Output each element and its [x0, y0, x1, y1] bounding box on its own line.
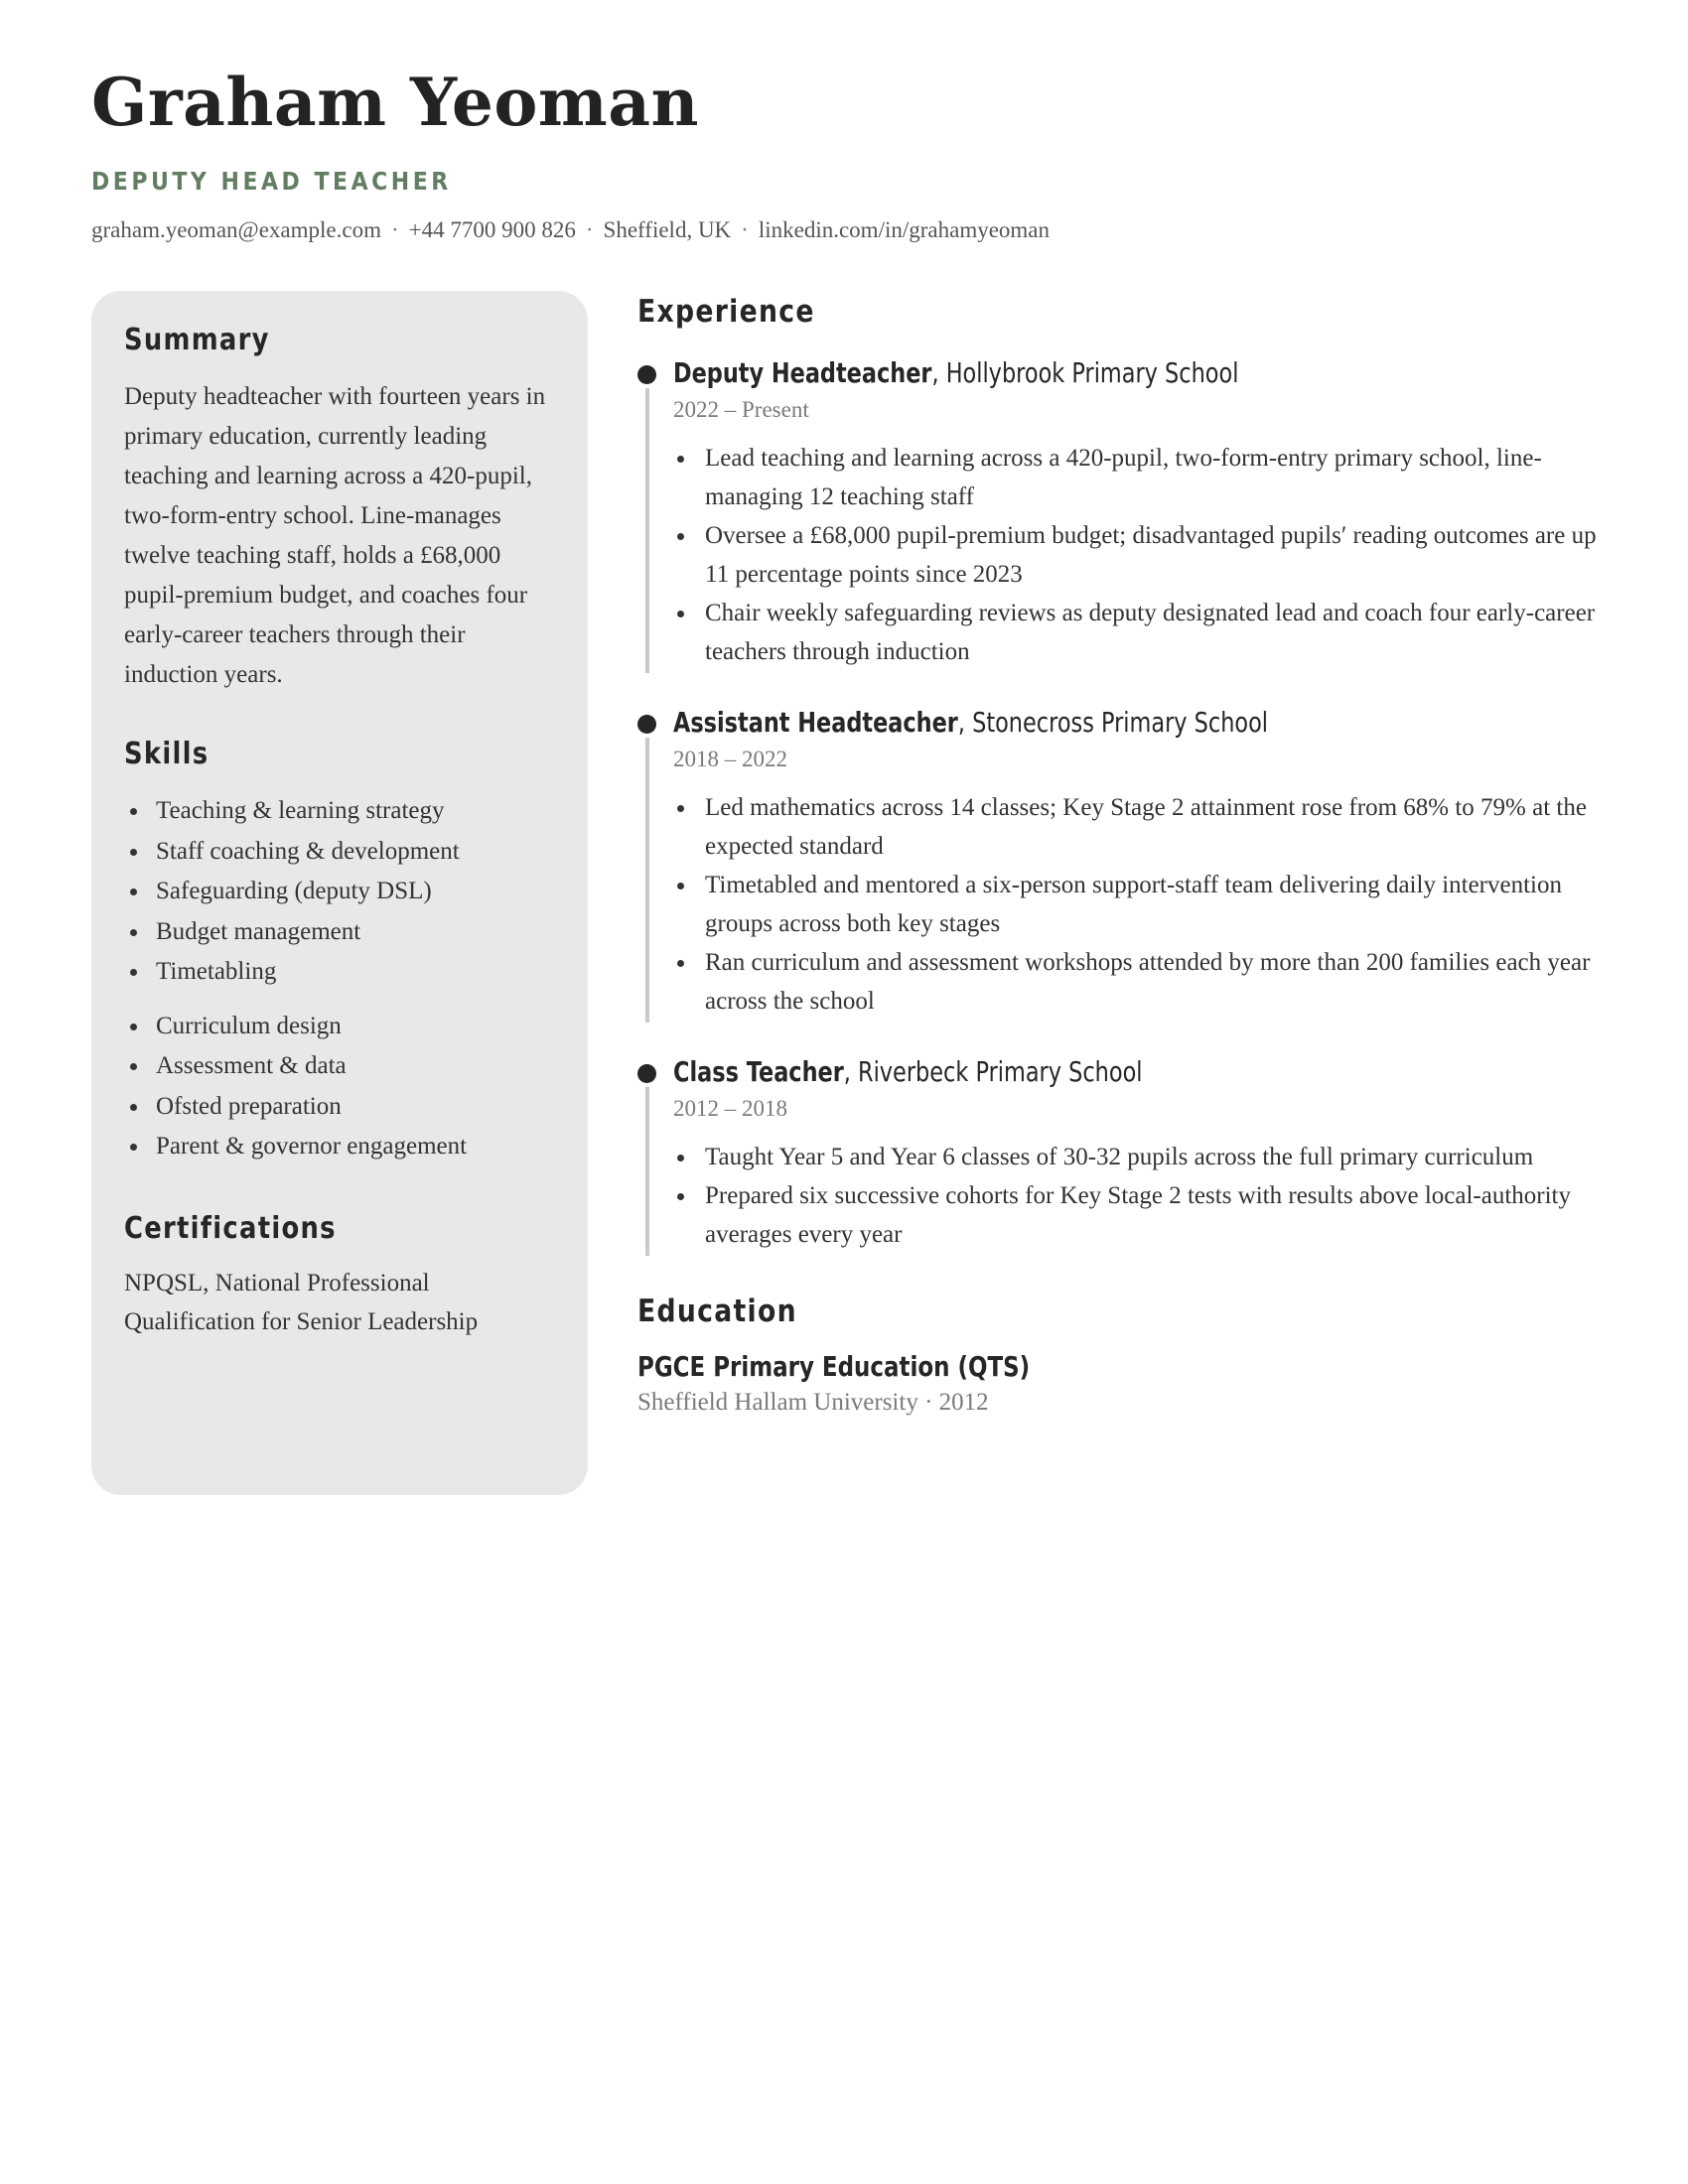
education-meta: Sheffield Hallam University · 2012 [637, 1389, 989, 1416]
timeline-dot [637, 1064, 656, 1083]
job-bullets [673, 439, 1611, 671]
certification-text: NPQSL, National Professional Qualification for Senior Leadership [124, 1269, 479, 1335]
job-bullet: Timetabled and mentored a six-person support-staff team delivering daily intervention groups across both key stages [673, 866, 1611, 943]
contact-phone[interactable]: +44 7700 900 826 [408, 217, 576, 242]
job-bullet: Chair weekly safeguarding reviews as deputy designated lead and coach four early-career teachers through induction [673, 594, 1611, 671]
timeline-line [645, 388, 649, 673]
main-column [637, 294, 1611, 1417]
skill-item: Timetabling [124, 952, 556, 993]
contact-separator: · [585, 217, 594, 242]
experience-entry [637, 703, 1611, 1021]
timeline-line [645, 1087, 649, 1256]
skill-item: Teaching & learning strategy [124, 791, 556, 832]
skills-list-secondary [124, 1007, 556, 1167]
contact-separator: · [741, 217, 749, 242]
summary-text: Deputy headteacher with fourteen years in primary education, currently leading teaching and learning across a 420-pupil, two-form-entry school. Line-manages twelve teaching staff, holds a £68,000 pupil-premium budget, and coaches four early-career teachers through their induction years. [124, 383, 546, 688]
skill-item: Budget management [124, 912, 556, 953]
job-title [673, 353, 1423, 393]
experience-entry [637, 1052, 1611, 1254]
job-bullet: Led mathematics across 14 classes; Key Stage 2 attainment rose from 68% to 79% at the expected standard [673, 788, 1611, 866]
job-bullet: Lead teaching and learning across a 420-pupil, two-form-entry primary school, line-managing 12 teaching staff [673, 439, 1611, 516]
job-role: Class Teacher [673, 1055, 844, 1088]
job-organization: , Riverbeck Primary School [843, 1055, 1143, 1088]
job-dates: 2018 – 2022 [673, 747, 787, 771]
skill-item: Ofsted preparation [124, 1087, 556, 1128]
summary-heading: Summary [124, 323, 270, 357]
job-bullet: Oversee a £68,000 pupil-premium budget; disadvantaged pupils′ reading outcomes are up 11 percentage points since 2023 [673, 516, 1611, 594]
contact-email[interactable]: graham.yeoman@example.com [91, 217, 381, 242]
education-heading: Education [637, 1294, 797, 1329]
resume-header [91, 64, 1601, 243]
job-role: Deputy Headteacher [673, 356, 932, 389]
contact-location: Sheffield, UK [603, 217, 732, 242]
job-dates: 2012 – 2018 [673, 1096, 787, 1121]
job-bullet: Prepared six successive cohorts for Key Stage 2 tests with results above local-authority averages every year [673, 1176, 1611, 1254]
job-bullets [673, 1138, 1611, 1254]
skills-list [124, 791, 556, 993]
skill-item: Parent & governor engagement [124, 1127, 556, 1167]
timeline-line [645, 738, 649, 1023]
job-bullet: Taught Year 5 and Year 6 classes of 30-32 pupils across the full primary curriculum [673, 1138, 1611, 1176]
job-title [673, 703, 1423, 743]
timeline-dot [637, 715, 656, 734]
job-title [673, 1052, 1423, 1092]
candidate-role: DEPUTY HEAD TEACHER [91, 167, 452, 196]
skill-item: Curriculum design [124, 1007, 556, 1047]
job-role: Assistant Headteacher [673, 706, 958, 739]
education-degree: PGCE Primary Education (QTS) [637, 1350, 1031, 1383]
skill-item: Staff coaching & development [124, 832, 556, 873]
job-organization: , Stonecross Primary School [957, 706, 1269, 739]
contact-separator: · [390, 217, 399, 242]
job-bullet: Ran curriculum and assessment workshops attended by more than 200 families each year across the school [673, 943, 1611, 1021]
contact-line [91, 217, 1601, 243]
contact-linkedin[interactable]: linkedin.com/in/grahamyeoman [758, 217, 1051, 242]
job-dates: 2022 – Present [673, 397, 809, 422]
skills-heading: Skills [124, 737, 210, 771]
candidate-name: Graham Yeoman [91, 64, 699, 141]
job-organization: , Hollybrook Primary School [931, 356, 1239, 389]
certifications-heading: Certifications [124, 1210, 337, 1246]
skill-item: Assessment & data [124, 1046, 556, 1087]
job-bullets [673, 788, 1611, 1021]
sidebar-panel [91, 291, 588, 1495]
experience-entry [637, 353, 1611, 671]
experience-heading: Experience [637, 294, 815, 330]
skill-item: Safeguarding (deputy DSL) [124, 872, 556, 912]
timeline-dot [637, 365, 656, 384]
